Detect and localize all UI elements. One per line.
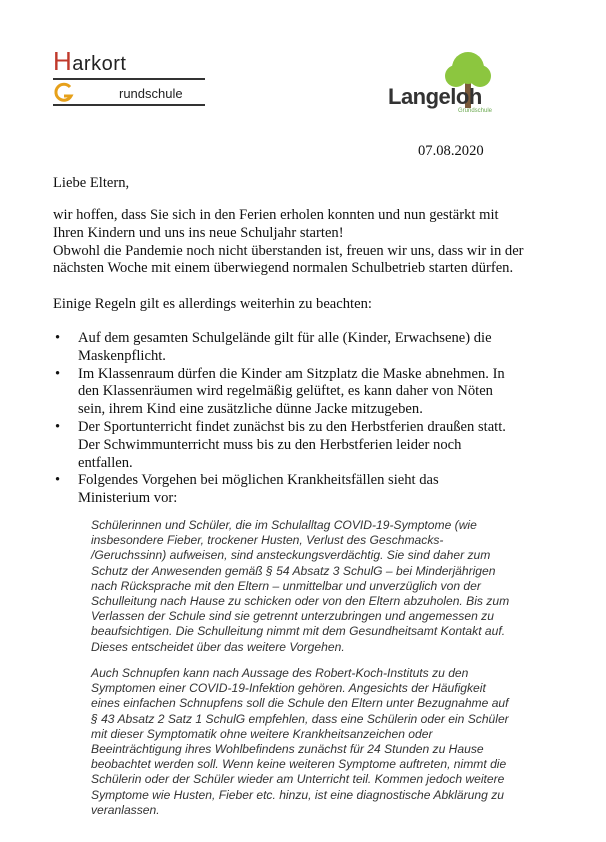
bullet-icon: • — [55, 330, 61, 346]
logo-top-row — [53, 46, 126, 77]
salutation: Liebe Eltern, — [53, 175, 130, 191]
text-line: Schutz der Anwesenden gemäß § 54 Absatz 3 SchulG – bei Minderjährigen — [91, 563, 496, 578]
rules-list — [53, 330, 543, 508]
text-line: Dieses entscheidet über das weitere Vorgehen. — [91, 639, 345, 654]
text-line: nach Rücksprache mit den Eltern – unmittelbar und unverzüglich von der — [91, 578, 481, 593]
text-line: Schülerin oder der Schüler wieder am Unterricht teil. Kommen jedoch weitere — [91, 772, 505, 787]
text-line: Beeinträchtigung ihres Wohlbefindens zunächst für 24 Stunden zu Hause — [91, 742, 484, 757]
logo-name: Langeloh — [388, 84, 482, 109]
text-line: Der Schwimmunterricht muss bis zu den Herbstferien leider noch — [78, 436, 462, 453]
g-letter-icon — [53, 82, 75, 104]
text-line: Schülerinnen und Schüler, die im Schulalltag COVID-19-Symptome (wie — [91, 518, 477, 532]
rules-intro: Einige Regeln gilt es allerdings weiterhin zu beachten: — [53, 296, 372, 312]
ministry-quote-2 — [91, 666, 543, 818]
langeloh-logo — [388, 48, 498, 114]
text-line: Im Klassenraum dürfen die Kinder am Sitzplatz die Maske abnehmen. In — [78, 365, 505, 382]
text-line: sein, ihrem Kind eine zusätzliche dünne Jacke mitzugeben. — [78, 401, 423, 418]
text-line: Schulleitung nach Hause zu schicken oder von den Eltern abzuholen. Bis zum — [91, 594, 510, 609]
text-line: Folgendes Vorgehen bei möglichen Krankheitsfällen sieht das — [78, 472, 439, 489]
list-item — [53, 472, 543, 508]
bullet-icon: • — [55, 418, 61, 435]
text-line: insbesondere Fieber, trockener Husten, Verlust des Geschmacks- — [91, 533, 444, 548]
logo-big-letter: H — [53, 46, 73, 76]
text-line: den Klassenräumen wird regelmäßig gelüftet, es kann daher von Nöten — [78, 383, 493, 400]
harkort-grundschule-logo — [53, 42, 213, 114]
text-line: veranlassen. — [91, 802, 160, 817]
text-line: Der Sportunterricht findet zunächst bis zu den Herbstferien draußen statt. — [78, 418, 506, 435]
intro-paragraph — [53, 207, 553, 278]
logo-divider-bottom — [53, 104, 205, 106]
text-line: Symptome wie Husten, Fieber etc. hinzu, ist eine diagnostische Abklärung zu — [91, 787, 504, 802]
bullet-icon: • — [55, 365, 61, 382]
text-line: Obwohl die Pandemie noch nicht überstanden ist, freuen wir uns, dass wir in der — [53, 242, 524, 259]
text-line: /Geruchssinn) aufweisen, sind ansteckungsverdächtig. Sie sind daher zum — [91, 548, 491, 563]
logo-subtitle: Grundschule — [458, 108, 493, 114]
bullet-icon: • — [55, 472, 61, 489]
list-item — [53, 419, 543, 472]
text-line: § 43 Absatz 2 Satz 1 SchulG empfehlen, dass eine Schülerin oder ein Schüler — [91, 711, 509, 726]
text-line: Verlassen der Schule sind sie getrennt unterzubringen und angemessen zu — [91, 609, 494, 624]
text-line: Auch Schnupfen kann nach Aussage des Robert-Koch-Instituts zu den — [91, 666, 469, 680]
text-line: Ministerium vor: — [78, 490, 178, 507]
text-line: beaufsichtigen. Die Schulleitung nimmt mit dem Gesundheitsamt Kontakt auf. — [91, 624, 506, 639]
text-line: eines einfachen Schnupfens soll die Schule den Eltern unter Bezugnahme auf — [91, 696, 509, 711]
text-line: Ihren Kindern und uns ins neue Schuljahr starten! — [53, 224, 344, 241]
logo-bottom-word: rundschule — [119, 86, 183, 101]
list-item — [53, 366, 543, 419]
list-item — [53, 330, 543, 366]
text-line: entfallen. — [78, 454, 133, 471]
text-line: beobachtet werden soll. Wenn keine weiteren Symptome auftreten, nimmt die — [91, 757, 507, 772]
text-line: Symptomen einer COVID-19-Infektion gehören. Angesichts der Häufigkeit — [91, 681, 486, 696]
text-line: nächsten Woche mit einem überwiegend normalen Schulbetrieb starten dürfen. — [53, 260, 514, 277]
text-line: Auf dem gesamten Schulgelände gilt für alle (Kinder, Erwachsene) die — [78, 330, 492, 346]
text-line: mit dieser Symptomatik ohne weitere Krankheitsanzeichen oder — [91, 726, 433, 741]
ministry-quote-1 — [91, 518, 543, 655]
letter-date: 07.08.2020 — [418, 143, 484, 159]
logo-top-word: arkort — [72, 53, 127, 75]
text-line: Maskenpflicht. — [78, 347, 166, 364]
text-line: wir hoffen, dass Sie sich in den Ferien erholen konnten und nun gestärkt mit — [53, 207, 499, 223]
logo-divider-top — [53, 78, 205, 80]
